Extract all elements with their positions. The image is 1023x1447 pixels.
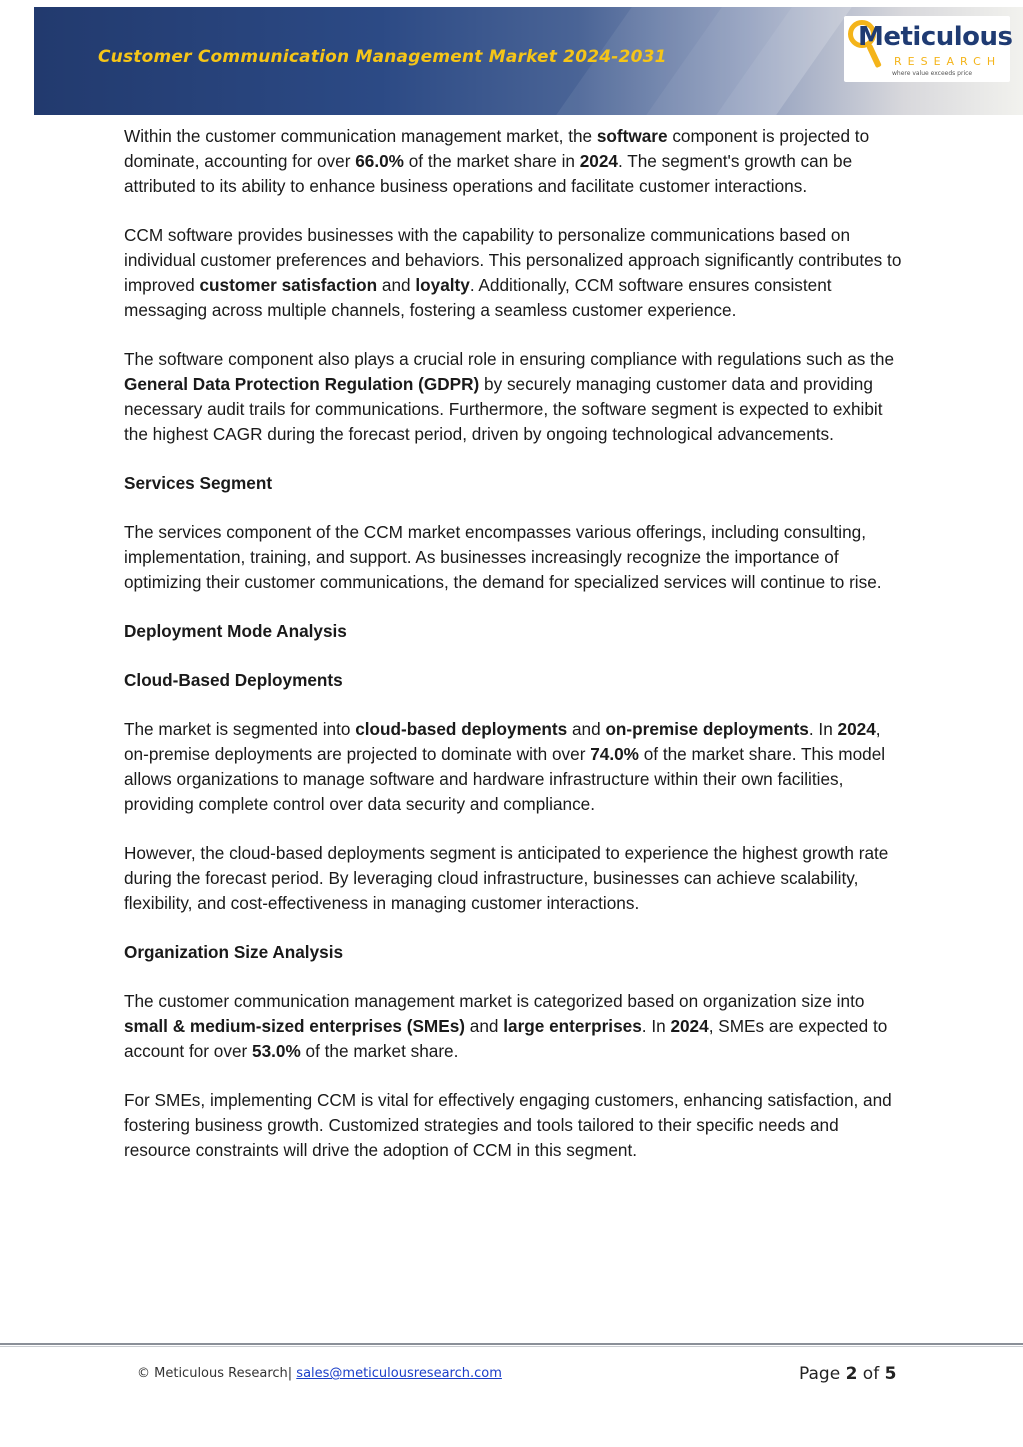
- logo-subtitle: RESEARCH: [894, 55, 1002, 68]
- paragraph: The software component also plays a crucial role in ensuring compliance with regulations such as the General Data Protection Regulation (GDPR) by securely managing customer data and providing necessary audit trails for communications. Furthermore, the software segment is expected to exhibit the highest CAGR during the forecast period, driven by ongoing technological advancements.: [124, 349, 895, 444]
- footer-copyright: © Meticulous Research| sales@meticulousresearch.com: [137, 1366, 502, 1381]
- document-title: Customer Communication Management Market 2024-2031: [98, 47, 667, 67]
- paragraph: The customer communication management market is categorized based on organization size into small & medium-sized enterprises (SMEs) and large enterprises. In 2024, SMEs are expected to account for over 53.0% of the market share.: [124, 991, 888, 1061]
- footer-divider: [0, 1346, 1023, 1347]
- paragraph: For SMEs, implementing CCM is vital for effectively engaging customers, enhancing satisfaction, and fostering business growth. Customized strategies and tools tailored to their specific needs and resource constraints will drive the adoption of CCM in this segment.: [124, 1090, 892, 1160]
- footer-divider: [0, 1343, 1023, 1345]
- email-link[interactable]: sales@meticulousresearch.com: [296, 1366, 502, 1381]
- paragraph: Within the customer communication management market, the software component is projected to dominate, accounting for over 66.0% of the market share in 2024. The segment's growth can be attributed to its ability to enhance business operations and facilitate customer interactions.: [124, 126, 870, 196]
- paragraph: The market is segmented into cloud-based deployments and on-premise deployments. In 2024, on-premise deployments are projected to dominate with over 74.0% of the market share. This model allows organizations to manage software and hardware infrastructure within their own facilities, providing complete control over data security and compliance.: [124, 719, 886, 814]
- header-banner: [34, 7, 1023, 115]
- document-body: [124, 124, 904, 1187]
- logo-wordmark: Meticulous: [858, 22, 1013, 52]
- paragraph: However, the cloud-based deployments segment is anticipated to experience the highest growth rate during the forecast period. By leveraging cloud infrastructure, businesses can achieve scalability, flexibility, and cost-effectiveness in managing customer interactions.: [124, 843, 889, 913]
- section-heading: Services Segment: [124, 473, 273, 493]
- paragraph: CCM software provides businesses with the capability to personalize communications based on individual customer preferences and behaviors. This personalized approach significantly contributes to improved customer satisfaction and loyalty. Additionally, CCM software ensures consistent messaging across multiple channels, fostering a seamless customer experience.: [124, 225, 902, 320]
- paragraph: The services component of the CCM market encompasses various offerings, including consulting, implementation, training, and support. As businesses increasingly recognize the importance of optimizing their customer communications, the demand for specialized services will continue to rise.: [124, 522, 882, 592]
- section-heading: Deployment Mode Analysis: [124, 621, 347, 641]
- section-heading: Organization Size Analysis: [124, 942, 344, 962]
- page-number: Page 2 of 5: [799, 1364, 897, 1384]
- company-logo: [844, 16, 1013, 82]
- subsection-heading: Cloud-Based Deployments: [124, 670, 343, 690]
- logo-tagline: where value exceeds price: [892, 70, 973, 77]
